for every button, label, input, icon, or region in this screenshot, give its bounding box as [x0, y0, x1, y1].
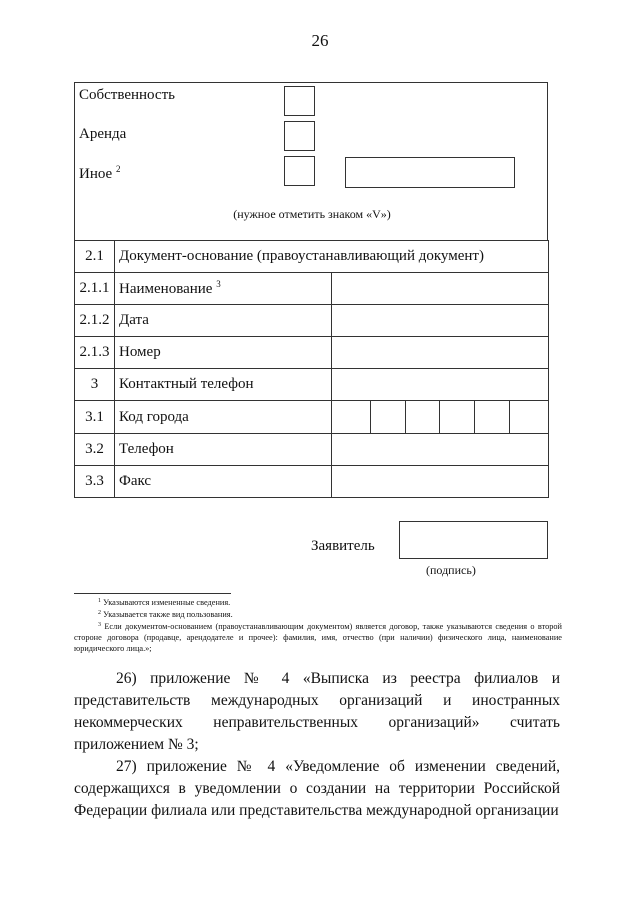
table-row [75, 466, 549, 498]
row-code: 2.1 [75, 241, 115, 273]
ownership-option-other: Иное $^2$ [79, 164, 121, 182]
other-checkbox[interactable] [284, 156, 315, 186]
row-label: Контактный телефон [115, 369, 332, 401]
table-row [75, 337, 549, 369]
row-label: Номер [115, 337, 332, 369]
table-row [75, 401, 549, 434]
footnote: $^3$ Если документом-основанием (правоустанавливающим документом) является договор, также указываются сведения о второй стороне договора (продавце, арендодателе и прочее): фамилия, имя, отчество (при наличии) физического лица, наименование юридического лица.»; [74, 622, 563, 653]
table-row [75, 369, 549, 401]
table-row [75, 305, 549, 337]
paragraph: 27) приложение № 4 «Уведомление об изменении сведений, содержащихся в уведомлении о создании на территории Российской Федерации филиала или представительства международной организации [74, 758, 560, 819]
row-code: 2.1.2 [75, 305, 115, 337]
row-code: 3.2 [75, 434, 115, 466]
other-specify-field[interactable] [345, 157, 515, 188]
footnote-mark: 2 [115, 164, 121, 174]
city-code-field [332, 401, 549, 434]
form-table [74, 240, 549, 498]
ownership-option-lease: Аренда [79, 126, 127, 142]
row-code: 3.1 [75, 401, 115, 434]
phone-field[interactable] [332, 434, 549, 466]
row-label: Факс [115, 466, 332, 498]
signature-field[interactable] [399, 521, 548, 559]
table-row [75, 434, 549, 466]
row-label: Код города [115, 401, 332, 434]
city-code-digit[interactable] [439, 401, 474, 433]
row-label: Документ-основание (правоустанавливающий документ) [115, 241, 549, 273]
mark-hint: (нужное отметить знаком «V») [233, 207, 391, 221]
city-code-digit[interactable] [336, 401, 370, 433]
contact-phone-field[interactable] [332, 369, 549, 401]
fax-field[interactable] [332, 466, 549, 498]
footnote: $^1$ Указываются измененные сведения. [98, 598, 231, 607]
row-label: Телефон [115, 434, 332, 466]
document-date-field[interactable] [332, 305, 549, 337]
row-code: 2.1.3 [75, 337, 115, 369]
document-number-field[interactable] [332, 337, 549, 369]
row-code: 3 [75, 369, 115, 401]
table-row [75, 241, 549, 273]
city-code-digit[interactable] [509, 401, 544, 433]
table-row [75, 273, 549, 305]
applicant-label: Заявитель [311, 538, 375, 554]
property-checkbox[interactable] [284, 86, 315, 116]
row-code: 3.3 [75, 466, 115, 498]
ownership-section [74, 82, 548, 240]
lease-checkbox[interactable] [284, 121, 315, 151]
body-text [74, 668, 560, 822]
row-label: Дата [115, 305, 332, 337]
city-code-digit[interactable] [370, 401, 405, 433]
footnote: $^2$ Указывается также вид пользования. [98, 610, 233, 619]
row-label: Наименование $^3$ [115, 273, 332, 305]
document-name-field[interactable] [332, 273, 549, 305]
city-code-digit[interactable] [474, 401, 509, 433]
page-number: 26 [311, 31, 329, 50]
row-code: 2.1.1 [75, 273, 115, 305]
footnote-mark: 3 [216, 279, 221, 289]
footnotes [74, 596, 562, 654]
signature-caption: (подпись) [426, 563, 476, 577]
city-code-digit[interactable] [405, 401, 440, 433]
footnote-divider [74, 593, 231, 594]
ownership-option-property: Собственность [79, 87, 175, 103]
paragraph: 26) приложение № 4 «Выписка из реестра филиалов и представительств международных организаций и иностранных некоммерческих неправительственных организаций» считать приложением № 3; [74, 670, 560, 753]
